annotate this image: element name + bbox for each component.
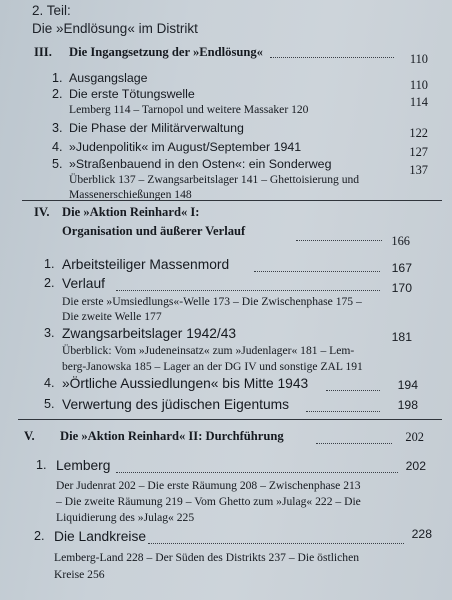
item-page: 114 xyxy=(409,95,428,109)
item-title: Die Phase der Militärverwaltung xyxy=(69,121,244,135)
section-page: 110 xyxy=(409,52,428,66)
item-subentries: berg-Janowska 185 – Lager an der DG IV und sonstige ZAL 191 xyxy=(62,360,363,373)
item-page: 137 xyxy=(409,163,428,177)
item-title: Verlauf xyxy=(62,276,105,291)
section-page: 202 xyxy=(405,430,424,444)
item-number: 3. xyxy=(44,326,55,340)
item-title: Die erste Tötungswelle xyxy=(69,87,195,101)
item-number: 1. xyxy=(36,458,47,472)
item-number: 2. xyxy=(52,87,63,101)
item-subentries: Der Judenrat 202 – Die erste Räumung 208 – Zwischenphase 213 xyxy=(56,479,361,492)
leader-dots xyxy=(116,472,398,473)
item-number: 2. xyxy=(44,276,55,290)
item-number: 2. xyxy=(34,529,45,543)
leader-dots xyxy=(254,271,380,272)
item-number: 3. xyxy=(52,121,63,135)
leader-dots xyxy=(316,443,392,444)
item-number: 4. xyxy=(52,140,63,154)
item-subentries: Die zweite Welle 177 xyxy=(62,310,162,323)
item-page: 110 xyxy=(409,78,428,92)
item-title: Zwangsarbeitslager 1942/43 xyxy=(62,326,237,341)
item-subentries: Kreise 256 xyxy=(54,568,105,581)
item-number: 5. xyxy=(44,397,55,411)
item-subentries: Liquidierung des »Julag« 225 xyxy=(56,511,195,524)
item-page: 167 xyxy=(391,261,412,275)
item-page: 122 xyxy=(409,126,428,140)
section-roman: III. xyxy=(34,45,52,59)
section-title: Die Ingangsetzung der »Endlösung« xyxy=(69,45,263,59)
item-title: Lemberg xyxy=(56,458,111,473)
item-subentries: Lemberg-Land 228 – Der Süden des Distrikts 237 – Die östlichen xyxy=(54,551,360,564)
leader-dots xyxy=(296,240,382,241)
item-title: Arbeitsteiliger Massenmord xyxy=(62,257,230,272)
section-title-line2: Organisation und äußerer Verlauf xyxy=(62,224,246,238)
item-title: »Örtliche Aussiedlungen« bis Mitte 1943 xyxy=(62,376,309,391)
item-title: Die Landkreise xyxy=(54,529,147,544)
item-subentries: Überblick: Vom »Judeneinsatz« zum »Judenlager« 181 – Lem- xyxy=(62,344,355,357)
item-page: 198 xyxy=(397,398,418,412)
item-subentries: Die erste »Umsiedlungs«-Welle 173 – Die Zwischenphase 175 – xyxy=(62,295,362,308)
item-page: 202 xyxy=(405,459,426,473)
item-page: 170 xyxy=(391,281,412,295)
item-subentries: Lemberg 114 – Tarnopol und weitere Massaker 120 xyxy=(69,103,309,116)
item-title: »Straßenbauend in den Osten«: ein Sonderweg xyxy=(69,157,332,171)
section-title: Die »Aktion Reinhard« II: Durchführung xyxy=(60,429,284,443)
item-title: »Judenpolitik« im August/September 1941 xyxy=(69,140,302,154)
item-subentries: Überblick 137 – Zwangsarbeitslager 141 – Ghettoisierung und xyxy=(69,173,360,186)
item-title: Verwertung des jüdischen Eigentums xyxy=(62,397,290,412)
item-page: 127 xyxy=(409,145,428,159)
leader-dots xyxy=(148,543,404,544)
item-page: 181 xyxy=(391,330,412,344)
item-number: 5. xyxy=(52,157,63,171)
leader-dots xyxy=(116,290,380,291)
section-roman: V. xyxy=(24,429,35,443)
leader-dots xyxy=(306,411,380,412)
item-subentries: Massenerschießungen 148 xyxy=(69,188,192,201)
item-number: 4. xyxy=(44,376,55,390)
part-label: 2. Teil: xyxy=(32,3,71,18)
item-title: Ausgangslage xyxy=(69,71,148,85)
item-page: 228 xyxy=(411,527,432,541)
section-divider xyxy=(22,200,442,201)
item-number: 1. xyxy=(52,71,63,85)
leader-dots xyxy=(326,390,380,391)
item-page: 194 xyxy=(397,378,418,392)
section-page: 166 xyxy=(391,234,410,248)
section-title: Die »Aktion Reinhard« I: xyxy=(62,205,200,219)
section-divider xyxy=(18,419,442,420)
leader-dots xyxy=(270,57,394,58)
item-subentries: – Die zweite Räumung 219 – Vom Ghetto zum »Julag« 222 – Die xyxy=(56,495,361,508)
part-title: Die »Endlösung« im Distrikt xyxy=(32,21,198,36)
item-number: 1. xyxy=(44,257,55,271)
section-roman: IV. xyxy=(34,205,50,219)
